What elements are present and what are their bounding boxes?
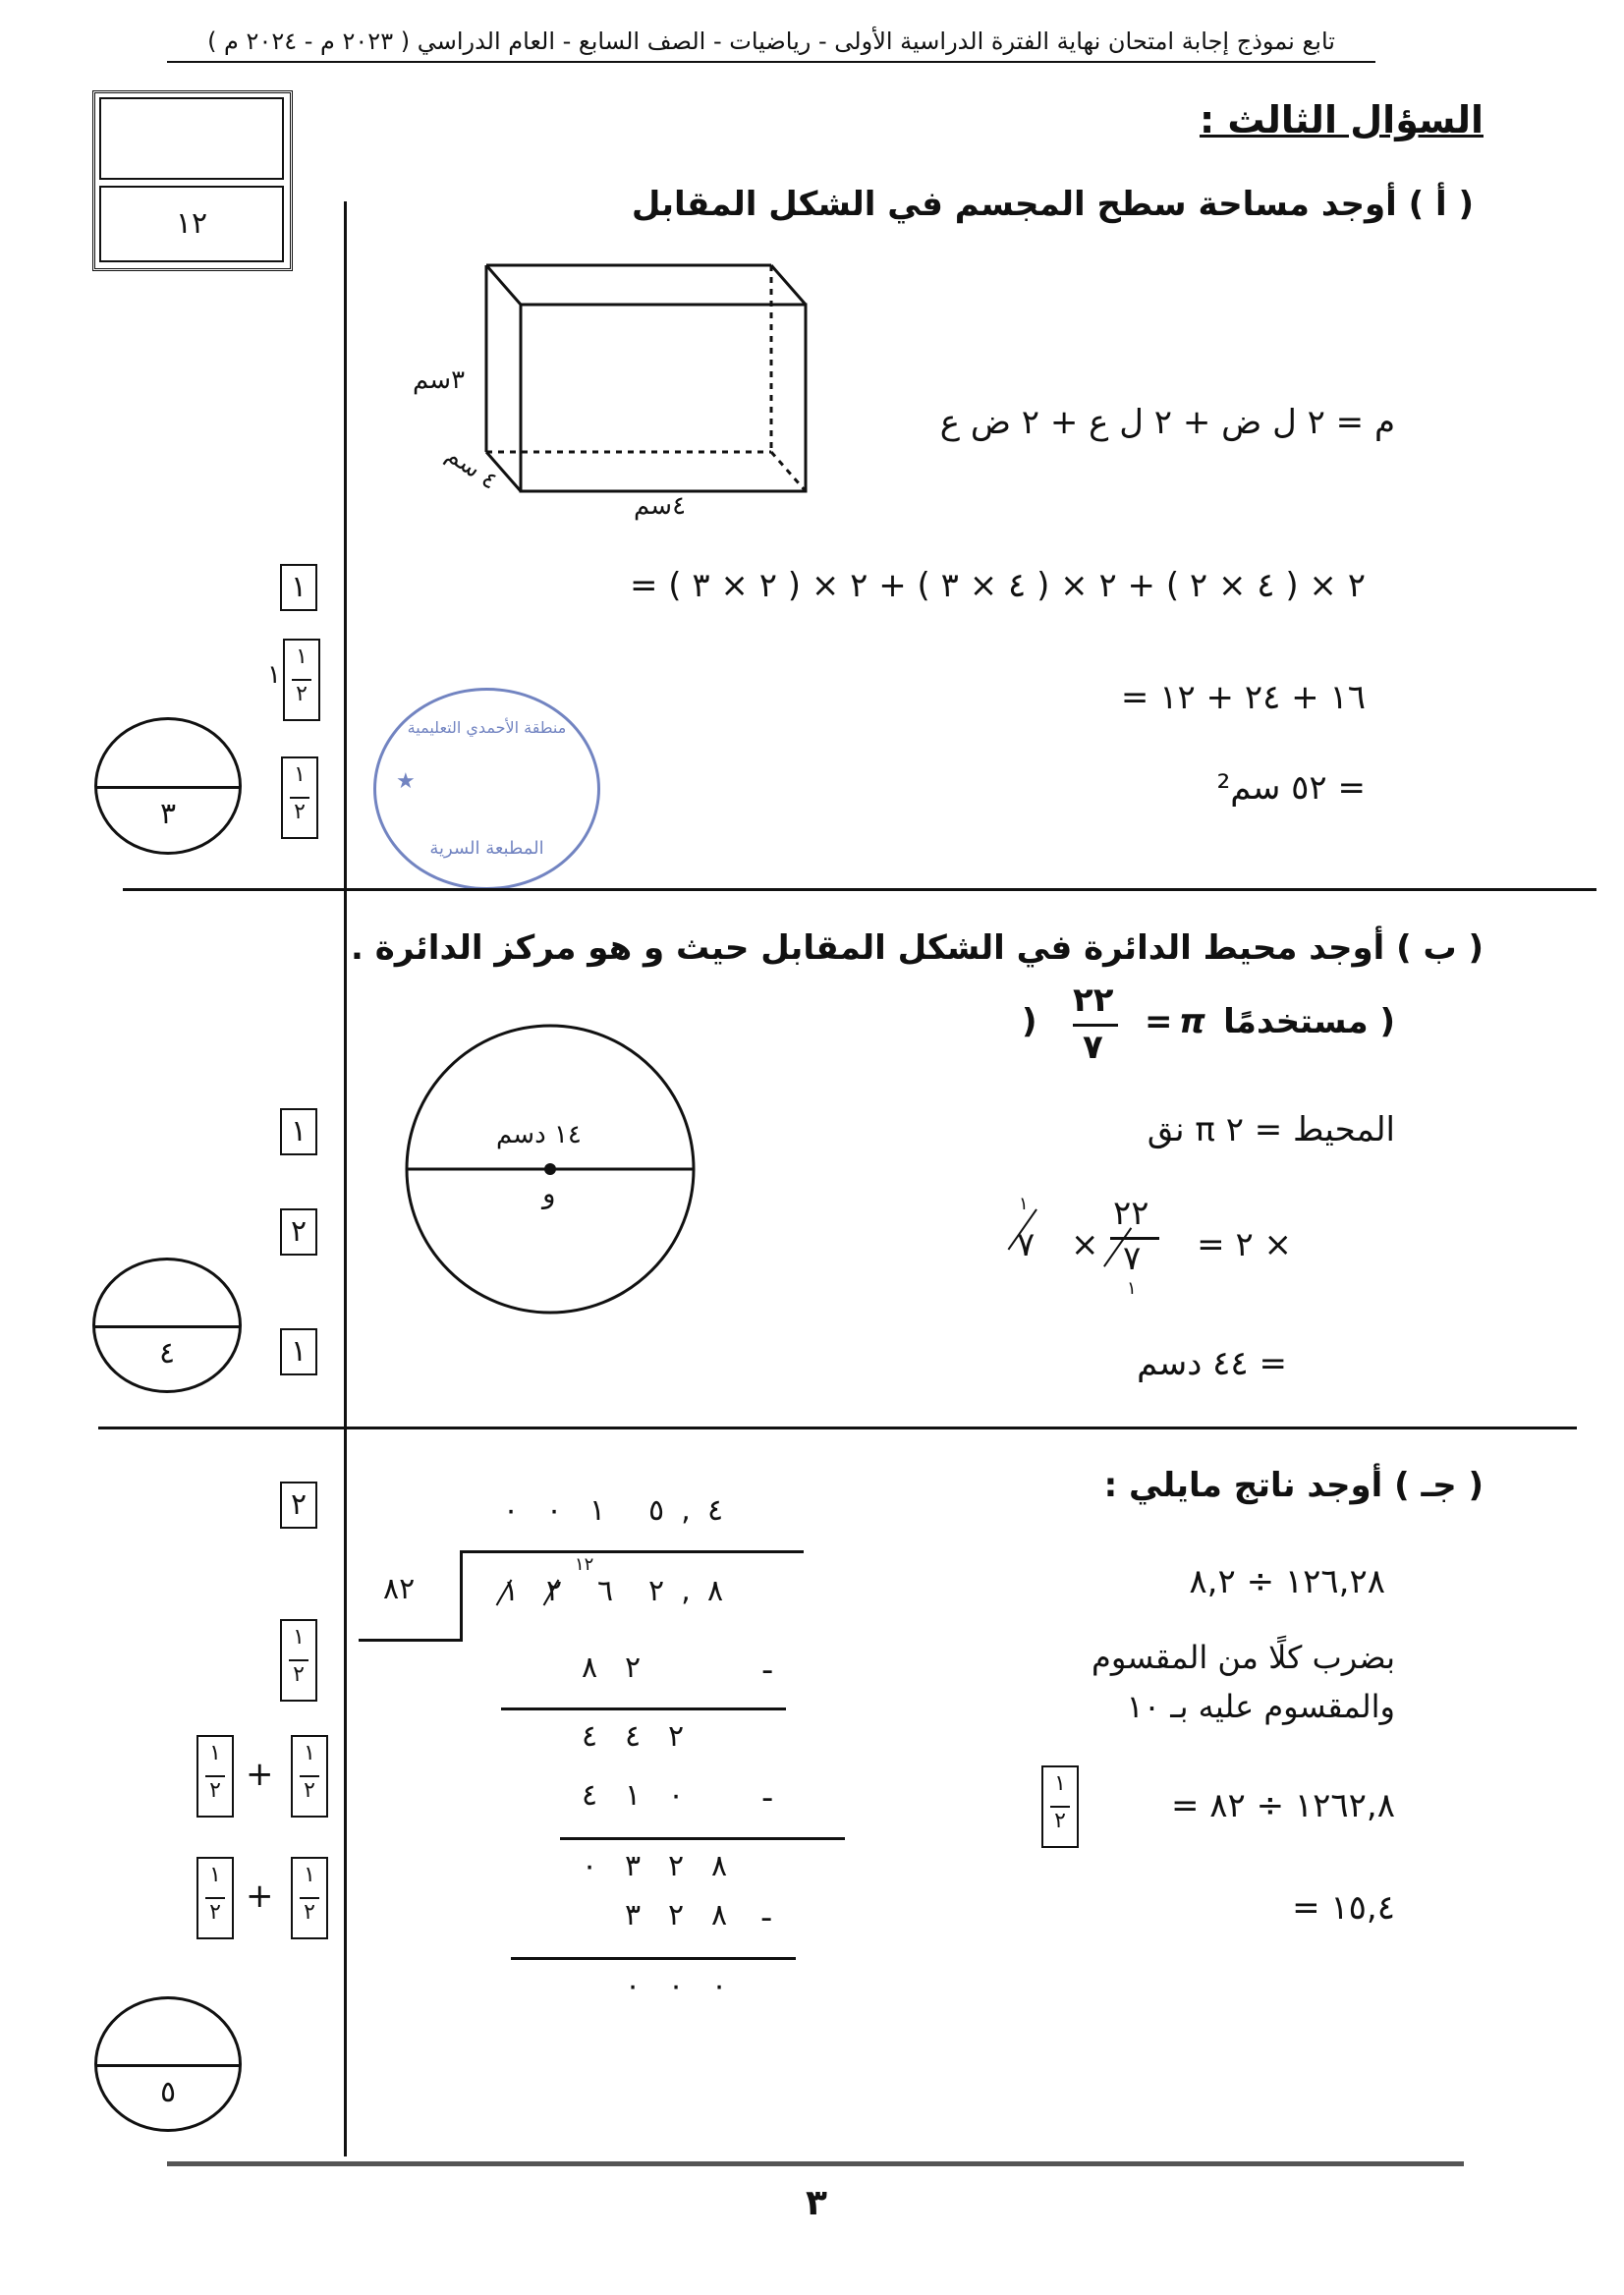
stamp-star-icon: ★ [396, 769, 416, 794]
minus-sign: - [760, 1898, 773, 1937]
quotient-digit: ١ [588, 1493, 606, 1528]
part-c-mark-half [280, 1619, 317, 1702]
rem-digit: ٤ [581, 1719, 598, 1754]
half-num: ١ [209, 1863, 221, 1887]
question-title: السؤال الثالث : [1199, 98, 1484, 141]
part-a-score-circle [94, 717, 242, 855]
quotient-digit: ٥ [647, 1493, 665, 1528]
sub-digit: ٢ [667, 1898, 685, 1932]
part-a-mark-half [281, 756, 318, 839]
step1-numerator: ٢٢ [1113, 1194, 1149, 1233]
half-den: ٢ [209, 1778, 221, 1803]
rem-digit: ٠ [710, 1969, 728, 2003]
quotient-digit: , [681, 1493, 691, 1528]
half-num: ١ [304, 1863, 315, 1887]
dividend-digit: , [681, 1574, 691, 1608]
pi-note [1022, 980, 1395, 1069]
inline-mark-num: ١ [1054, 1771, 1066, 1796]
part-b-mark-3: ١ [280, 1328, 317, 1375]
footer-rule [167, 2161, 1464, 2166]
sub1-row [570, 1651, 825, 1690]
pi-note-open: ( مستخدمًا [1223, 1002, 1395, 1041]
part-c-mark-sum-1 [196, 1735, 324, 1818]
section-divider-bc [98, 1427, 1577, 1429]
plus-sign: + [246, 1876, 274, 1916]
sub-digit: ١ [624, 1778, 642, 1813]
stamp-line-1: منطقة الأحمدي التعليمية [407, 718, 567, 737]
step1-times: × [1071, 1225, 1099, 1264]
half-num: ١ [294, 762, 306, 787]
sub-digit: ٢ [624, 1651, 642, 1685]
sub-digit: ٠ [667, 1778, 685, 1813]
rem3-row [613, 1969, 810, 2008]
rem-digit: ٤ [624, 1719, 642, 1754]
step1-small-den: ١ [1127, 1278, 1137, 1299]
part-c-expression: ١٢٦,٢٨ ÷ ٨,٢ [1189, 1562, 1385, 1601]
step1-small-top: ١ [1019, 1194, 1029, 1214]
dividend-digit: ٢ [545, 1574, 563, 1608]
cuboid-height-label: ٣سم [413, 365, 466, 395]
minus-sign: - [761, 1778, 774, 1818]
rem-digit: ٢ [667, 1719, 685, 1754]
circle-center-label: و [542, 1177, 556, 1209]
part-c-inline-mark [1041, 1765, 1079, 1848]
long-division [354, 1483, 865, 2034]
dividend-digit: ٢ [647, 1574, 665, 1608]
pi-numerator: ٢٢ [1073, 980, 1114, 1020]
step1-denominator: ٧ [1123, 1239, 1142, 1278]
part-c-method-line2: والمقسوم عليه بـ ١٠ [1126, 1688, 1395, 1725]
part-c-title: ( جـ ) أوجد ناتج مايلي : [1103, 1466, 1484, 1505]
half-den: ٢ [304, 1778, 315, 1803]
sub-digit: ٨ [710, 1898, 728, 1932]
divisor: ٨٢ [383, 1572, 416, 1606]
quotient-digit: ٠ [502, 1493, 520, 1528]
part-a-title: ( أ ) أوجد مساحة سطح المجسم في الشكل المقابل [631, 185, 1474, 224]
circle-diameter-label: ١٤ دسم [496, 1120, 582, 1149]
part-a-step3: = ٥٢ سم² [1216, 768, 1366, 808]
mixed-whole: ١ [267, 660, 281, 690]
half-den: ٢ [293, 1662, 305, 1687]
cuboid-diagram [413, 251, 825, 535]
pi-denominator: ٧ [1083, 1028, 1103, 1067]
mixed-den: ٢ [296, 682, 308, 706]
step1-cancel: ٧ [1017, 1225, 1036, 1264]
dividend-digit: ٦ [596, 1574, 614, 1608]
rem-digit: ٢ [667, 1849, 685, 1883]
half-num: ١ [293, 1625, 305, 1650]
part-a-step1: = ٢ × ( ٤ × ٢ ) + ٢ × ( ٤ × ٣ ) + ٢ × ( ٢ × ٣ ) [629, 566, 1366, 605]
inline-mark-den: ٢ [1054, 1809, 1066, 1833]
minus-sign: - [761, 1651, 774, 1690]
total-score-box [92, 90, 293, 271]
section-divider-ab [123, 888, 1596, 891]
official-stamp [373, 688, 600, 890]
total-score-value: ١٢ [99, 186, 284, 262]
rem-digit: ٣ [624, 1849, 642, 1883]
part-b-step2: = ٤٤ دسم [1137, 1344, 1287, 1383]
part-a-score: ٣ [159, 796, 177, 831]
stamp-line-2: المطبعة السرية [429, 838, 544, 859]
borrow-note: ١٢ [575, 1554, 594, 1575]
rem1-row [570, 1719, 766, 1759]
grading-column-divider [344, 201, 347, 2156]
cuboid-front-face [521, 305, 806, 491]
cuboid-width-label: ٤سم [634, 491, 687, 521]
dividend-digit: ٨ [706, 1574, 724, 1608]
rem-digit: ٠ [624, 1969, 642, 2003]
sub2-row [570, 1778, 825, 1818]
cuboid-depth-label: ٤ سم [441, 440, 503, 495]
part-c-mark-box: ٢ [280, 1482, 317, 1529]
rem-digit: ٠ [667, 1969, 685, 2003]
sub3-row [613, 1898, 829, 1937]
sub-digit: ٣ [624, 1898, 642, 1932]
half-num: ١ [209, 1741, 221, 1765]
part-b-mark-1: ١ [280, 1108, 317, 1155]
half-num: ١ [304, 1741, 315, 1765]
pi-equals: = [1145, 1002, 1173, 1041]
part-b-score: ٤ [158, 1335, 176, 1371]
page-number: ٣ [806, 2183, 827, 2223]
quotient-digit: ٠ [545, 1493, 563, 1528]
part-c-step1: = ١٢٦٢,٨ ÷ ٨٢ [1170, 1786, 1395, 1825]
circle-diagram [398, 1017, 702, 1321]
page-header: تابع نموذج إجابة امتحان نهاية الفترة الدراسية الأولى - رياضيات - الصف السابع - العام الدراسي ( ٢٠٢٣ م - ٢٠٢٤ م ) [167, 28, 1375, 63]
part-b-step1 [997, 1194, 1292, 1302]
part-c-step2: = ١٥,٤ [1292, 1888, 1395, 1928]
part-a-mark-1: ١ [280, 564, 317, 611]
quotient-row [491, 1493, 786, 1533]
part-c-method-line1: بضرب كلًا من المقسوم [1092, 1639, 1395, 1676]
part-a-formula: م = ٢ ل ض + ٢ ل ع + ٢ ض ع [939, 403, 1395, 442]
rem2-row [570, 1849, 786, 1888]
dividend-digit: ١ [502, 1574, 520, 1608]
part-c-mark-sum-2 [196, 1857, 324, 1939]
step1-prefix: = ٢ × [1197, 1225, 1292, 1264]
part-c-score-circle [94, 1996, 242, 2132]
part-b-formula: المحيط = ٢ π نق [1147, 1110, 1395, 1149]
sub-digit: ٤ [581, 1778, 598, 1813]
half-den: ٢ [294, 800, 306, 824]
rem-digit: ٠ [581, 1849, 598, 1883]
dividend-row [491, 1574, 786, 1613]
rem-digit: ٨ [710, 1849, 728, 1883]
plus-sign: + [246, 1755, 274, 1794]
part-a-step2: = ١٦ + ٢٤ + ١٢ [1120, 678, 1366, 717]
sub-digit: ٨ [581, 1651, 598, 1685]
part-b-mark-2: ٢ [280, 1208, 317, 1256]
part-c-score: ٥ [159, 2074, 177, 2109]
pi-note-close: ) [1022, 1002, 1037, 1041]
half-den: ٢ [304, 1900, 315, 1925]
half-den: ٢ [209, 1900, 221, 1925]
quotient-digit: ٤ [706, 1493, 724, 1528]
mixed-num: ١ [296, 644, 308, 669]
part-b-title: ( ب ) أوجد محيط الدائرة في الشكل المقابل حيث و هو مركز الدائرة . [351, 928, 1484, 968]
part-b-score-circle [92, 1258, 242, 1393]
pi-symbol: π [1179, 1002, 1205, 1041]
